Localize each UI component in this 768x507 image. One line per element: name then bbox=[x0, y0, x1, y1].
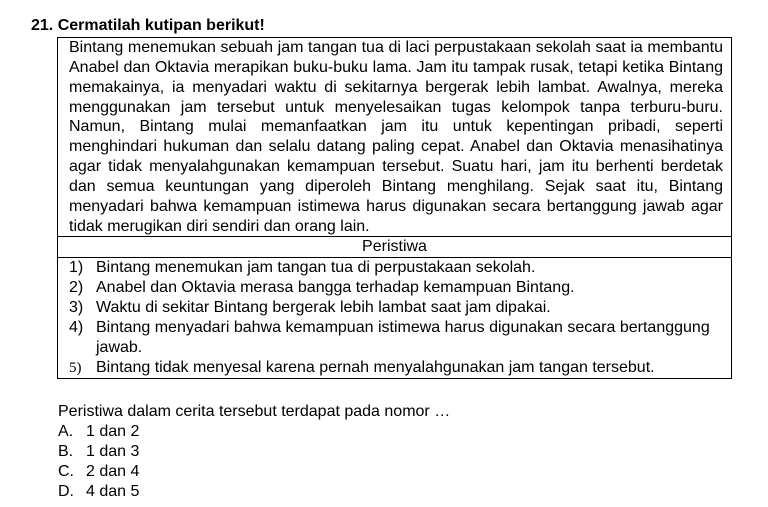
story-passage: Bintang menemukan sebuah jam tangan tua di laci perpustakaan sekolah saat ia membantu Anabel dan Oktavia merapikan buku-buku lama. Jam itu tampak rusak, tetapi ketika Bintang memakainya, ia menyadari waktu di sekitarnya bergerak lebih lambat. Awalnya, mereka menggunakan jam tersebut untuk menyelesaikan tugas kelompok tanpa terburu-buru. Namun, Bintang mulai memanfaatkan jam itu untuk kepentingan pribadi, seperti menghindari hukuman dan selalu datang paling cepat. Anabel dan Oktavia menasihatinya agar tidak menyalahgunakan kemampuan tersebut. Suatu hari, jam itu berhenti berdetak dan semua keuntungan yang diperoleh Bintang menghilang. Sejak saat itu, Bintang menyadari bahwa kemampuan istimewa harus digunakan secara bertanggung jawab agar tidak merugikan diri sendiri dan orang lain. bbox=[58, 38, 731, 237]
event-text: Bintang menemukan jam tangan tua di perpustakaan sekolah. bbox=[96, 259, 536, 277]
event-text: Anabel dan Oktavia merasa bangga terhadap kemampuan Bintang. bbox=[96, 279, 575, 297]
event-text: Bintang menyadari bahwa kemampuan istimewa harus digunakan secara bertanggung jawab. bbox=[96, 319, 710, 357]
event-number: 2) bbox=[69, 279, 84, 297]
event-text: Waktu di sekitar Bintang bergerak lebih lambat saat jam dipakai. bbox=[96, 299, 551, 317]
answer-options bbox=[58, 422, 139, 502]
option-a[interactable] bbox=[58, 422, 139, 442]
event-item-2 bbox=[58, 278, 731, 298]
option-d[interactable] bbox=[58, 482, 139, 502]
option-c[interactable] bbox=[58, 462, 139, 482]
option-letter: B. bbox=[58, 443, 74, 460]
option-text: 1 dan 3 bbox=[86, 443, 140, 460]
event-number: 5) bbox=[69, 360, 82, 377]
events-table-header: Peristiwa bbox=[58, 237, 731, 258]
option-letter: D. bbox=[58, 483, 74, 500]
event-number: 4) bbox=[69, 319, 84, 337]
question-prompt: Peristiwa dalam cerita tersebut terdapat pada nomor … bbox=[58, 403, 451, 420]
event-item-4 bbox=[58, 318, 731, 358]
event-item-3 bbox=[58, 298, 731, 318]
question-title: 21. Cermatilah kutipan berikut! bbox=[31, 17, 265, 34]
event-item-1 bbox=[58, 258, 731, 278]
option-text: 1 dan 2 bbox=[86, 423, 140, 440]
option-text: 2 dan 4 bbox=[86, 463, 140, 480]
option-text: 4 dan 5 bbox=[86, 483, 140, 500]
question-box bbox=[57, 37, 732, 379]
event-item-5 bbox=[58, 358, 731, 378]
event-number: 3) bbox=[69, 299, 84, 317]
option-letter: A. bbox=[58, 423, 74, 440]
event-text: Bintang tidak menyesal karena pernah menyalahgunakan jam tangan tersebut. bbox=[96, 359, 655, 377]
option-letter: C. bbox=[58, 463, 74, 480]
option-b[interactable] bbox=[58, 442, 139, 462]
event-number: 1) bbox=[69, 259, 84, 277]
events-list bbox=[58, 258, 731, 378]
